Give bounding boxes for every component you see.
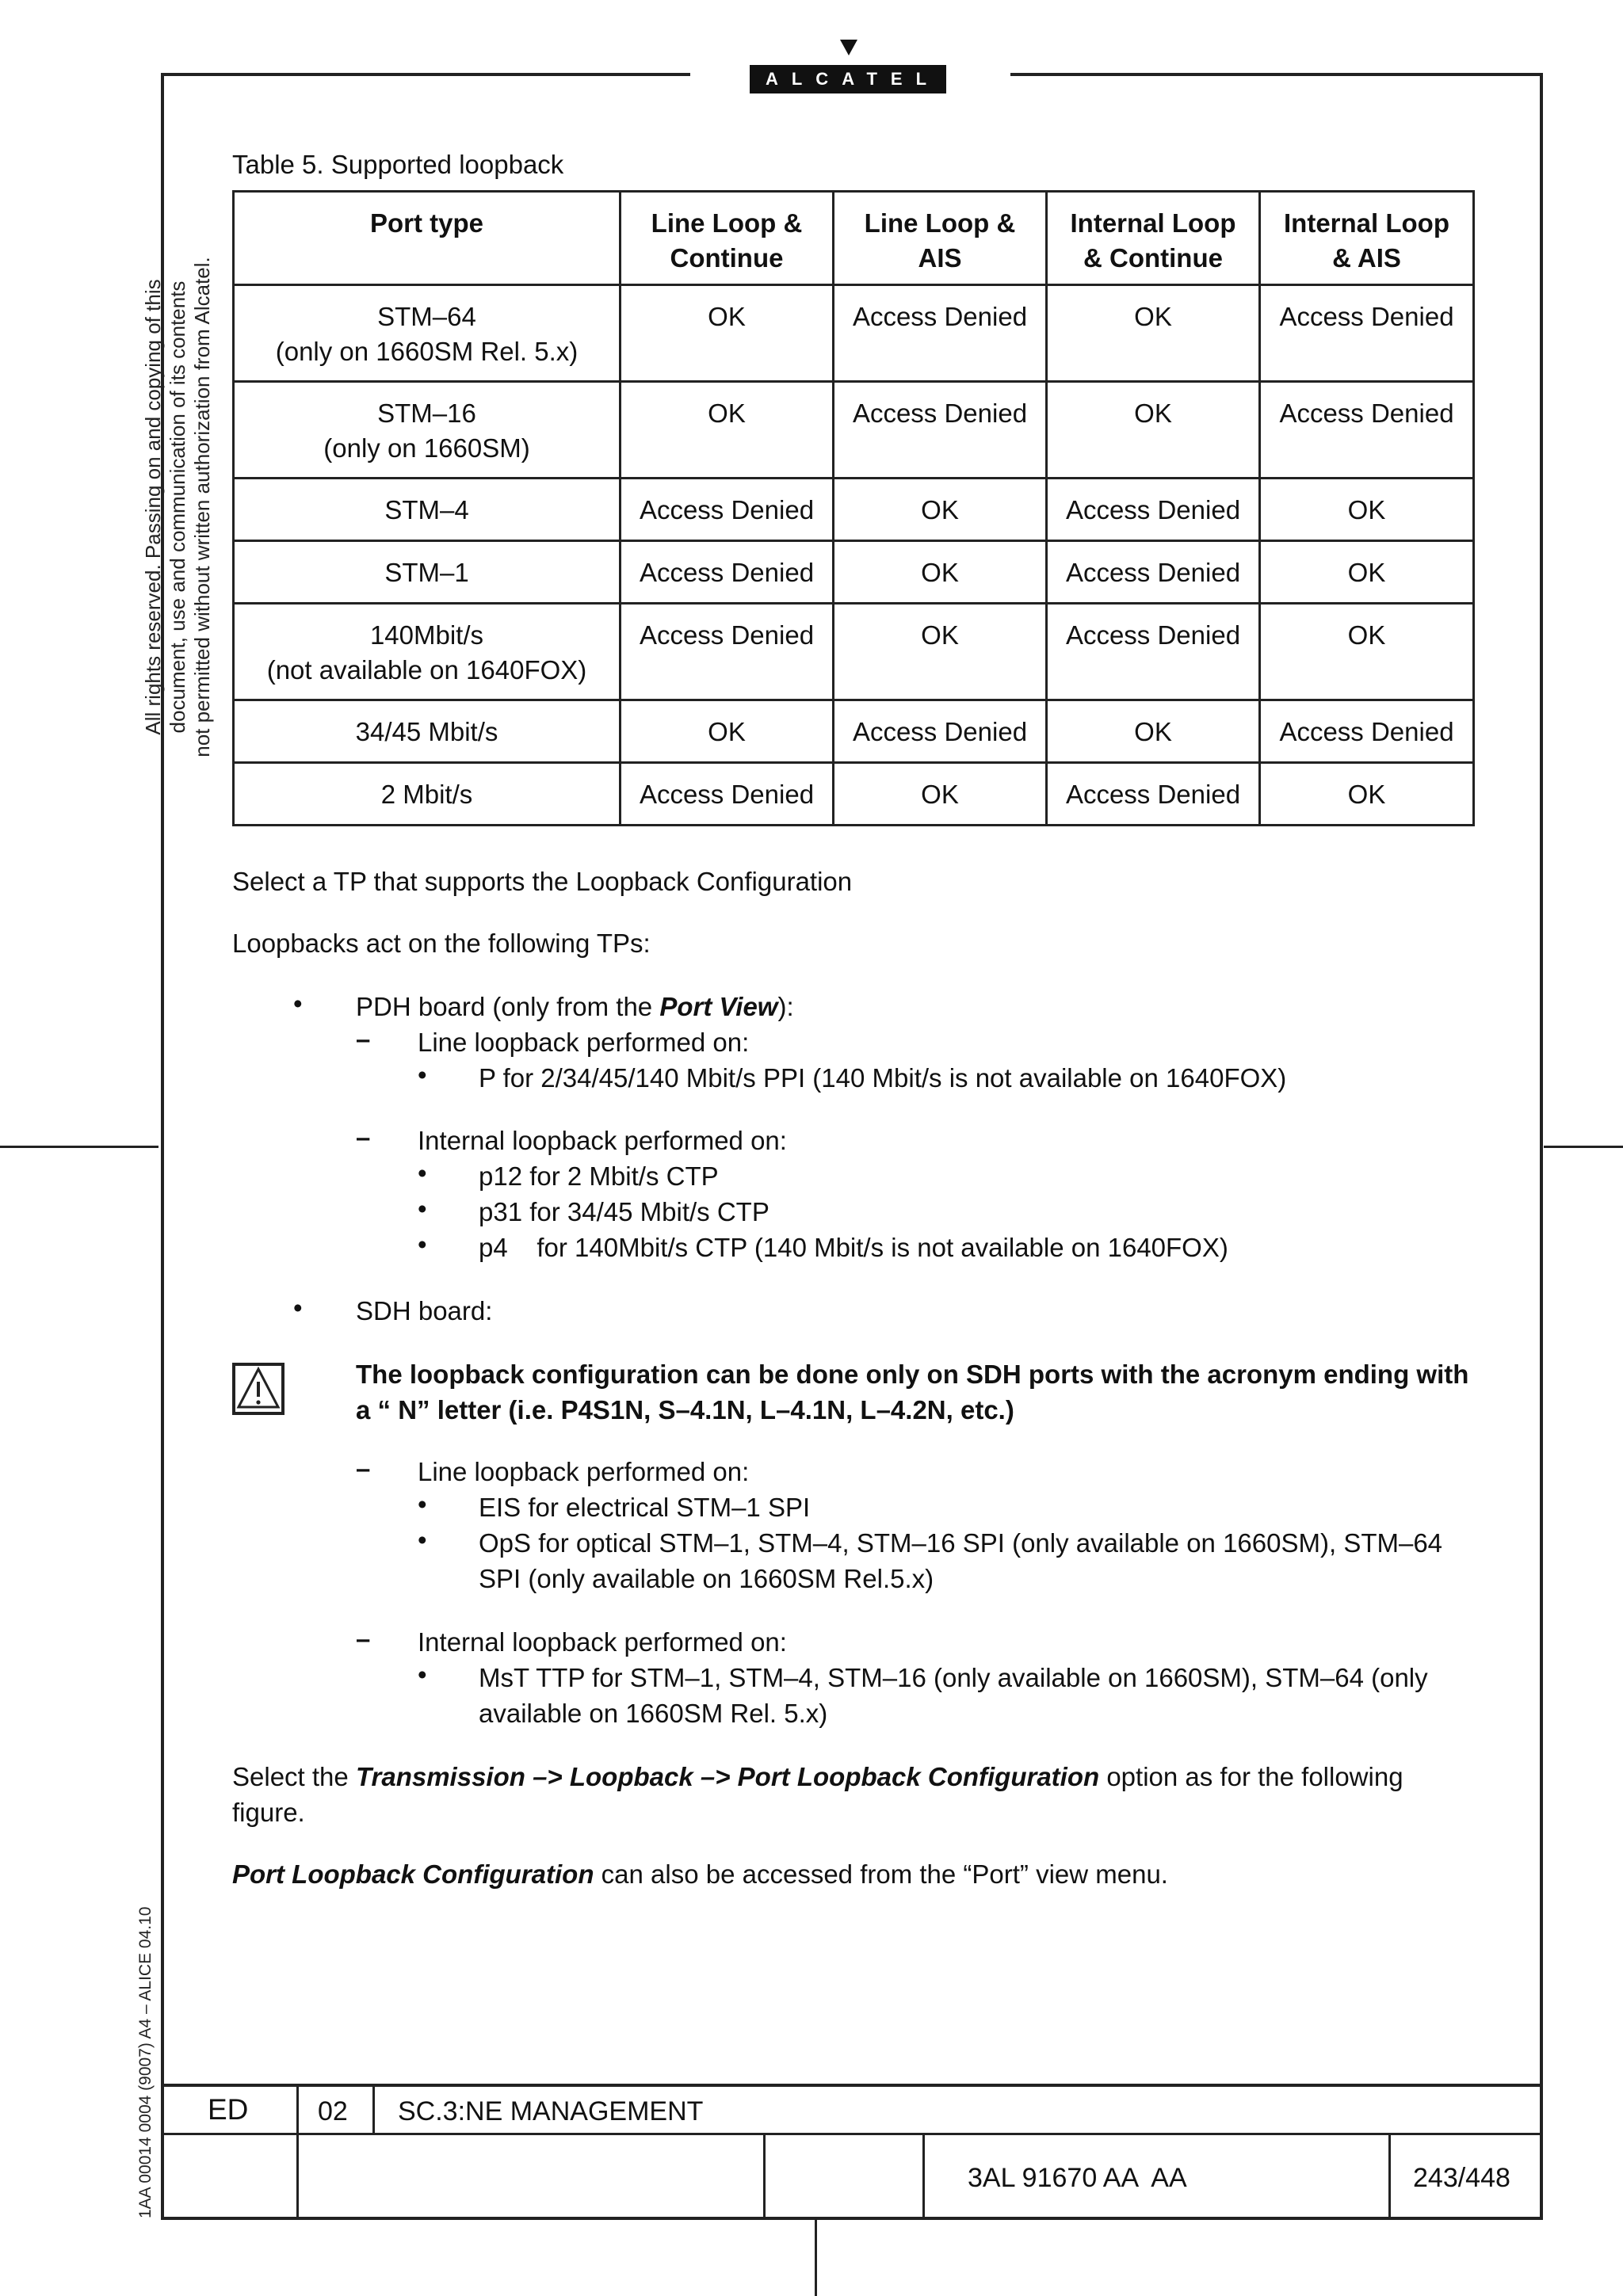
bullet-dot: • (418, 1230, 427, 1259)
header-line-loop-ais: Line Loop & AIS (834, 192, 1047, 285)
footer-col-line (296, 2085, 299, 2220)
dash-marker: – (356, 1624, 371, 1653)
footer-box (161, 2084, 1543, 2220)
table-cell: Access Denied (1047, 541, 1260, 604)
table-cell: OK (834, 479, 1047, 541)
table-header-row (234, 192, 1474, 285)
footer-page-number: 243/448 (1413, 2163, 1510, 2193)
table-row (234, 604, 1474, 700)
pdh-internal-loopback-title: Internal loopback performed on: (418, 1126, 787, 1155)
dash-marker: – (356, 1454, 371, 1483)
port-cell: STM–16 (only on 1660SM) (234, 382, 621, 479)
header-internal-loop-continue: Internal Loop & Continue (1047, 192, 1260, 285)
bullet-dot: • (418, 1158, 427, 1188)
header-internal-loop-ais: Internal Loop & AIS (1260, 192, 1474, 285)
table-row (234, 479, 1474, 541)
table-cell: Access Denied (834, 382, 1047, 479)
table-cell: Access Denied (1260, 285, 1474, 382)
dash-marker: – (356, 1024, 371, 1054)
footer-col-line (372, 2085, 375, 2133)
bullet-dot: • (418, 1194, 427, 1223)
bullet-dot: • (293, 989, 303, 1018)
footer-divider (161, 2133, 1543, 2135)
table-cell: OK (1260, 763, 1474, 826)
table-cell: Access Denied (1047, 479, 1260, 541)
table-cell: Access Denied (1047, 604, 1260, 700)
loopbacks-act-text: Loopbacks act on the following TPs: (232, 929, 651, 958)
pdh-internal-item: p31 for 34/45 Mbit/s CTP (479, 1197, 769, 1226)
table-cell: OK (621, 382, 834, 479)
sdh-internal-loopback-title: Internal loopback performed on: (418, 1627, 787, 1657)
table-cell: OK (834, 763, 1047, 826)
fold-mark-left (0, 1146, 158, 1148)
pdh-line-loopback-item: P for 2/34/45/140 Mbit/s PPI (140 Mbit/s is not available on 1640FOX) (479, 1063, 1287, 1093)
port-cell: STM–4 (234, 479, 621, 541)
logo-triangle-icon (840, 40, 857, 55)
table-cell: Access Denied (621, 604, 834, 700)
pdh-internal-item: p4 for 140Mbit/s CTP (140 Mbit/s is not available on 1640FOX) (479, 1233, 1228, 1262)
table-cell: OK (621, 700, 834, 763)
table-cell: OK (1260, 541, 1474, 604)
bullet-dot: • (418, 1525, 427, 1554)
table-cell: OK (1260, 604, 1474, 700)
table-row (234, 700, 1474, 763)
footer-col-line (922, 2133, 925, 2220)
table-cell: Access Denied (1047, 763, 1260, 826)
footer-col-line (763, 2133, 766, 2220)
fold-mark-bottom (815, 2220, 817, 2296)
sdh-line-loopback-title: Line loopback performed on: (418, 1457, 750, 1486)
table-row (234, 285, 1474, 382)
table-cell: Access Denied (1260, 382, 1474, 479)
sdh-board-item: SDH board: (356, 1296, 493, 1325)
warning-icon (232, 1363, 285, 1415)
copyright-line: not permitted without written authorization from Alcatel. (190, 257, 214, 757)
copyright-notice (141, 206, 215, 808)
table-cell: Access Denied (1260, 700, 1474, 763)
loopback-table (232, 190, 1475, 826)
table-caption: Table 5. Supported loopback (232, 150, 564, 179)
table-cell: Access Denied (621, 763, 834, 826)
table-cell: Access Denied (834, 700, 1047, 763)
sdh-internal-item: MsT TTP for STM–1, STM–4, STM–16 (only available on 1660SM), STM–64 (only available on 1660SM Rel. 5.x) (479, 1663, 1428, 1728)
footer-ed-value: 02 (318, 2096, 348, 2126)
table-cell: OK (1047, 285, 1260, 382)
table-cell: OK (1260, 479, 1474, 541)
table-cell: OK (1047, 382, 1260, 479)
sdh-line-item: EIS for electrical STM–1 SPI (479, 1493, 811, 1522)
port-cell: 140Mbit/s (not available on 1640FOX) (234, 604, 621, 700)
table-cell: Access Denied (621, 541, 834, 604)
table-cell: OK (834, 604, 1047, 700)
bullet-dot: • (418, 1660, 427, 1689)
pdh-internal-item: p12 for 2 Mbit/s CTP (479, 1161, 719, 1191)
port-cell: STM–64 (only on 1660SM Rel. 5.x) (234, 285, 621, 382)
port-cell: 34/45 Mbit/s (234, 700, 621, 763)
port-cell: STM–1 (234, 541, 621, 604)
select-tp-text: Select a TP that supports the Loopback Configuration (232, 867, 853, 896)
alcatel-logo: ALCATEL (750, 65, 946, 93)
footer-section: SC.3:NE MANAGEMENT (398, 2096, 704, 2126)
table-cell: OK (1047, 700, 1260, 763)
header-line-loop-continue: Line Loop & Continue (621, 192, 834, 285)
access-text: Port Loopback Configuration can also be accessed from the “Port” view menu. (232, 1859, 1168, 1889)
frame-right (1540, 73, 1543, 2220)
footer-col-line (1388, 2133, 1391, 2220)
footer-ed-label: ED (208, 2093, 249, 2126)
doc-code: 1AA 00014 0004 (9007) A4 – ALICE 04.10 (136, 1906, 155, 2218)
select-transmission-text: Select the Transmission –> Loopback –> Port Loopback Configuration option as for the following figure. (232, 1762, 1403, 1827)
warning-text: The loopback configuration can be done only on SDH ports with the acronym ending with a “ N” letter (i.e. P4S1N, S–4.1N, L–4.1N, L–4.2N, etc.) (356, 1360, 1469, 1425)
frame-top-right (1010, 73, 1543, 76)
bullet-dot: • (418, 1060, 427, 1089)
pdh-line-loopback-title: Line loopback performed on: (418, 1028, 750, 1057)
port-cell: 2 Mbit/s (234, 763, 621, 826)
bullet-dot: • (418, 1489, 427, 1519)
bullet-dot: • (293, 1293, 303, 1322)
table-cell: OK (621, 285, 834, 382)
copyright-line: All rights reserved. Passing on and copying of this (141, 279, 165, 735)
header-port-type: Port type (234, 192, 621, 285)
table-row (234, 541, 1474, 604)
copyright-line: document, use and communication of its contents (166, 280, 189, 734)
table-row (234, 763, 1474, 826)
table-cell: Access Denied (621, 479, 834, 541)
pdh-board-item: PDH board (only from the Port View): (356, 992, 794, 1021)
fold-mark-right (1544, 1146, 1623, 1148)
table-row (234, 382, 1474, 479)
sdh-line-item: OpS for optical STM–1, STM–4, STM–16 SPI (only available on 1660SM), STM–64 SPI (only available on 1660SM Rel.5.x) (479, 1528, 1443, 1593)
frame-top-left (161, 73, 690, 76)
dash-marker: – (356, 1123, 371, 1152)
table-cell: Access Denied (834, 285, 1047, 382)
footer-doc-number: 3AL 91670 AA AA (968, 2163, 1187, 2193)
table-cell: OK (834, 541, 1047, 604)
